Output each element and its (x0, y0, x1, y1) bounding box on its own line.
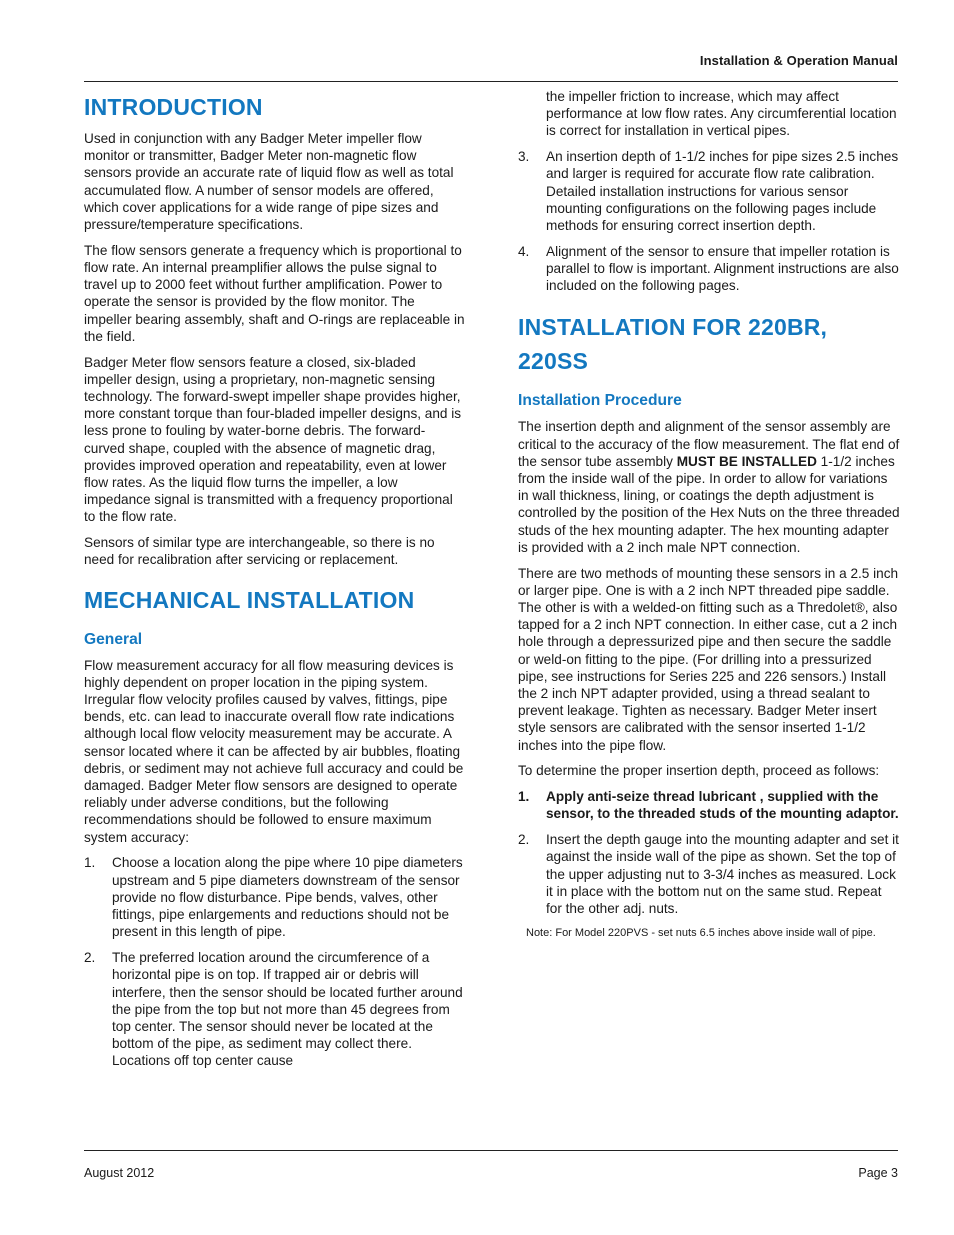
step-text: Apply anti-seize thread lubricant , supplied with the sensor, to the threaded studs of the mounting adaptor. (546, 789, 899, 822)
list-number: 1. (84, 855, 96, 871)
list-text: the impeller friction to increase, which may affect performance at low flow rates. Any circumferential location is correct for installation in vertical pipes. (546, 89, 897, 139)
list-number: 2. (84, 950, 96, 966)
list-item (84, 949, 466, 1069)
intro-paragraph: Badger Meter flow sensors feature a closed, six-bladed impeller design, using a proprietary, non-magnetic sensing technology. The forward-swept impeller shape provides higher, more constant torque than four-bladed impeller designs, and is less prone to fouling by water-borne debris. The forward-curved shape, coupled with the absence of magnetic drag, provides improved operation and repeatability, even at lower flow rates. As the liquid flow turns the impeller, a low impedance signal is transmitted with a frequency proportional to the flow rate. (84, 354, 462, 525)
step-number: 2. (518, 832, 530, 848)
list-number: 4. (518, 243, 530, 259)
right-column (518, 88, 900, 941)
step-number: 1. (518, 789, 530, 805)
footer-date: August 2012 (84, 1166, 155, 1180)
procedure-text: 1-1/2 inches from the inside wall of the pipe. In order to allow for variations in wall thickness, lining, or coatings the depth adjustment is controlled by the position of the Hex Nuts on the three threaded studs of the hex mounting adapter. The hex mounting adapter is provided with a 2 inch male NPT connection. (518, 453, 900, 555)
step-item (518, 788, 900, 822)
general-heading: General (84, 630, 143, 648)
list-item (518, 88, 900, 140)
intro-paragraph: The flow sensors generate a frequency which is proportional to flow rate. An internal preamplifier allows the pulse signal to travel up to 2000 feet without further amplification. Power to operate the sensor is provided by the flow monitor. The impeller bearing assembly, shaft and O-rings are replaceable in the field. (84, 242, 465, 344)
left-column (84, 88, 466, 1078)
step-item (518, 831, 900, 917)
recommendations-list (84, 854, 466, 1069)
list-number: 3. (518, 149, 530, 165)
manual-title: Installation & Operation Manual (699, 53, 898, 68)
footer-rule (84, 1150, 898, 1151)
procedure-text: The insertion depth and alignment of the sensor assembly are critical to the accuracy of the flow measurement. The flat end of the sensor tube assembly (518, 419, 900, 469)
list-item (84, 854, 466, 940)
introduction-heading: INTRODUCTION (84, 94, 263, 120)
list-text: An insertion depth of 1-1/2 inches for pipe sizes 2.5 inches and larger is required for accurate flow rate calibration. Detailed installation instructions for various sensor mounting configurations on the following pages include methods for ensuring correct insertion depth. (546, 149, 899, 234)
step-text: Insert the depth gauge into the mounting adapter and set it against the inside wall of the pipe as shown. Set the top of the upper adjusting nut to 3-3/4 inches as measured. Lock it in place with the bottom nut on the same stud. Repeat for the other adj. nuts. (546, 832, 899, 917)
recommendations-list-continued (518, 88, 900, 294)
procedure-paragraph (518, 418, 900, 556)
list-item (518, 243, 900, 295)
model-note: Note: For Model 220PVS - set nuts 6.5 inches above inside wall of pipe. (526, 926, 876, 939)
procedure-paragraph: There are two methods of mounting these sensors in a 2.5 inch or larger pipe. One is with a 2 inch NPT threaded pipe saddle. The other is with a welded-on fitting such as a Thredolet®, also tapped for a 2 inch NPT connection. In either case, cut a 2 inch hole through a depressurized pipe and then secure the saddle or weld-on fitting to the pipe. (For drilling into a pressurized pipe, see instructions for Series 225 and 226 sensors.) Install the 2 inch NPT adapter provided, using a thread sealant to prevent leakage. Tighten as necessary. Badger Meter insert style sensors are calibrated with the sensor inserted 1-1/2 inches into the pipe flow. (518, 565, 899, 753)
list-text: Choose a location along the pipe where 10 pipe diameters upstream and 5 pipe diameters downstream of the sensor provide no flow disturbance. Pipe bends, valves, other fittings, pipe enlargements and reductions should not be present in this length of pipe. (112, 855, 463, 940)
intro-paragraph: Sensors of similar type are interchangeable, so there is no need for recalibration after servicing or replacement. (84, 535, 435, 568)
list-text: The preferred location around the circumference of a horizontal pipe is on top. If trapped air or debris will interfere, then the sensor should be located further around the pipe from the top but not more than 45 degrees from top center. The sensor should never be located at the bottom of the pipe, as sediment may collect there. Locations off top center cause (112, 950, 463, 1069)
installation-procedure-heading: Installation Procedure (518, 392, 682, 410)
list-text: Alignment of the sensor to ensure that impeller rotation is parallel to flow is important. Alignment instructions are also included on the following pages. (546, 243, 899, 294)
general-paragraph: Flow measurement accuracy for all flow measuring devices is highly dependent on proper location in the piping system. Irregular flow velocity profiles caused by valves, fittings, pipe bends, etc. can lead to inaccurate overall flow rate indications although local flow velocity measurement may be accurate. A sensor located where it can be affected by air bubbles, floating debris, or sediment may not achieve full accuracy and could be damaged. Badger Meter flow sensors are designed to operate reliably under adverse conditions, but the following recommendations should be followed to ensure maximum system accuracy: (84, 657, 464, 845)
page-number: Page 3 (858, 1166, 898, 1180)
mechanical-installation-heading: MECHANICAL INSTALLATION (84, 586, 415, 613)
procedure-steps (518, 788, 900, 917)
list-item (518, 148, 900, 234)
intro-paragraph: Used in conjunction with any Badger Meter impeller flow monitor or transmitter, Badger Meter non-magnetic flow sensors provide an accurate rate of liquid flow as well as total accumulated flow. A number of sensor models are offered, which cover applications for a wide range of pipe sizes and pressure/temperature specifications. (84, 131, 454, 233)
procedure-paragraph: To determine the proper insertion depth, proceed as follows: (518, 763, 880, 779)
header-rule (84, 81, 898, 82)
installation-heading: INSTALLATION FOR 220BR, 220SS (518, 314, 828, 375)
procedure-emphasis: MUST BE INSTALLED (676, 453, 817, 469)
